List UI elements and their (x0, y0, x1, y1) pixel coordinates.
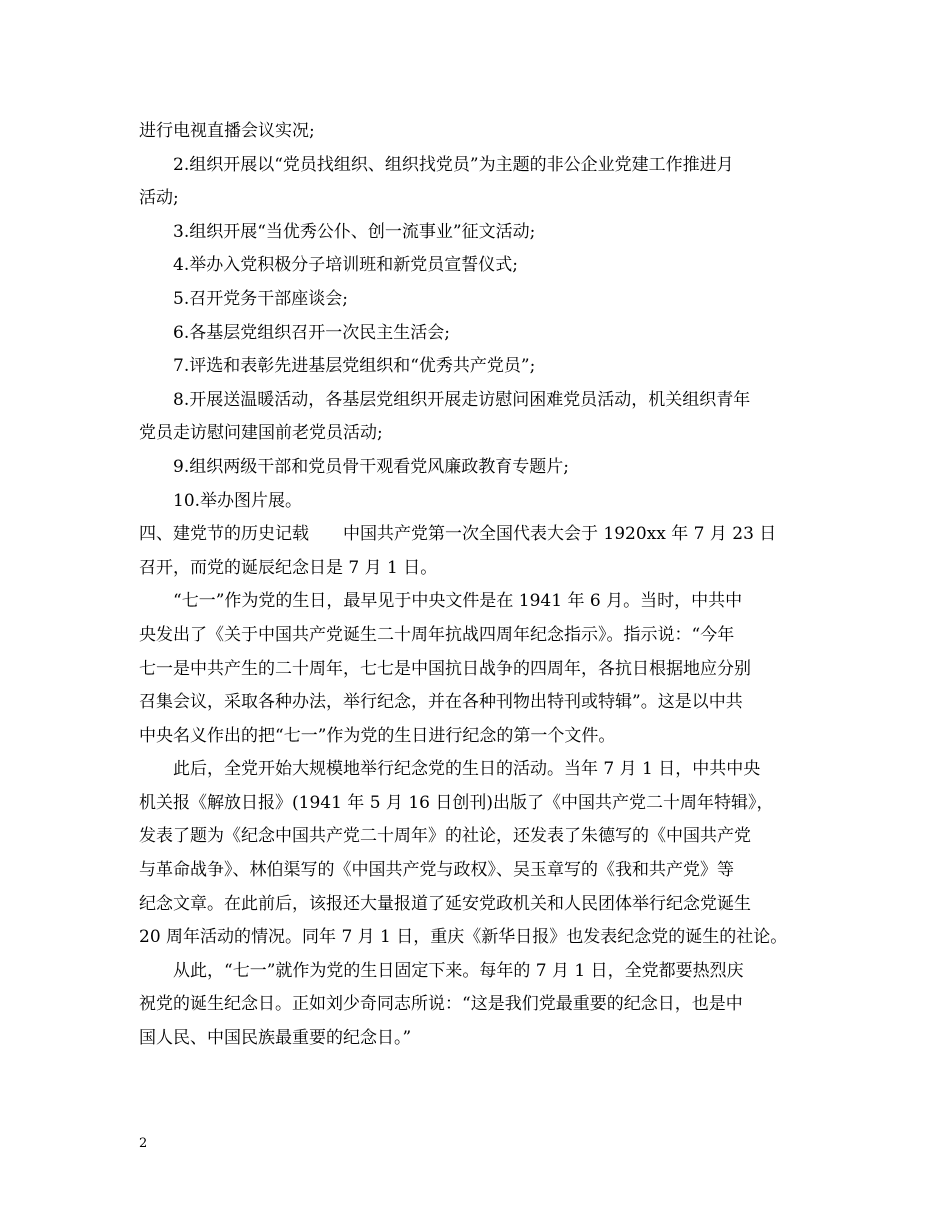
text-line: 3.组织开展“当优秀公仆、创一流事业”征文活动; (173, 221, 536, 242)
text-line: 发表了题为《纪念中国共产党二十周年》的社论，还发表了朱德写的《中国共产党 (139, 826, 751, 847)
text-line: 四、建党节的历史记载 中国共产党第一次全国代表大会于 1920xx 年 7 月 23 日 (139, 524, 777, 545)
text-line: 2.组织开展以“党员找组织、组织找党员”为主题的非公企业党建工作推进月 (173, 154, 734, 175)
text-line: 中央名义作出的把“七一”作为党的生日进行纪念的第一个文件。 (139, 725, 616, 746)
text-line: 活动; (139, 188, 179, 209)
text-line: 祝党的诞生纪念日。正如刘少奇同志所说：“这是我们党最重要的纪念日，也是中 (139, 994, 743, 1015)
text-line: 6.各基层党组织召开一次民主生活会; (173, 322, 450, 343)
text-line: 9.组织两级干部和党员骨干观看党风廉政教育专题片; (173, 456, 569, 477)
text-line: 此后，全党开始大规模地举行纪念党的生日的活动。当年 7 月 1 日，中共中央 (173, 759, 761, 780)
text-line: 召集会议，采取各种办法，举行纪念，并在各种刊物出特刊或特辑”。这是以中共 (139, 692, 743, 713)
text-line: 纪念文章。在此前后，该报还大量报道了延安党政机关和人民团体举行纪念党诞生 (139, 893, 751, 914)
text-line: 召开，而党的诞辰纪念日是 7 月 1 日。 (139, 557, 438, 578)
text-line: 进行电视直播会议实况; (139, 121, 315, 141)
text-line: 7.评选和表彰先进基层党组织和“优秀共产党员”; (173, 356, 536, 377)
text-line: 5.召开党务干部座谈会; (173, 288, 348, 309)
page-number: 2 (139, 1136, 148, 1151)
text-line: 七一是中共产生的二十周年，七七是中国抗日战争的四周年，各抗日根据地应分别 (139, 658, 751, 679)
text-line: “七一”作为党的生日，最早见于中央文件是在 1941 年 6 月。当时，中共中 (173, 591, 743, 612)
text-line: 与革命战争》、林伯渠写的《中国共产党与政权》、吴玉章写的《我和共产党》等 (139, 860, 734, 881)
text-line: 党员走访慰问建国前老党员活动; (139, 423, 383, 444)
document-body (139, 115, 815, 1056)
text-line: 央发出了《关于中国共产党诞生二十周年抗战四周年纪念指示》。指示说：“今年 (139, 624, 735, 645)
text-line: 8.开展送温暖活动，各基层党组织开展走访慰问困难党员活动，机关组织青年 (173, 389, 751, 410)
text-line: 从此，“七一”就作为党的生日固定下来。每年的 7 月 1 日，全党都要热烈庆 (173, 960, 744, 981)
text-line: 20 周年活动的情况。同年 7 月 1 日，重庆《新华日报》也发表纪念党的诞生的社论。 (139, 927, 788, 948)
text-line: 国人民、中国民族最重要的纪念日。” (139, 1028, 412, 1049)
text-line: 机关报《解放日报》(1941 年 5 月 16 日创刊)出版了《中国共产党二十周年特辑》， (139, 792, 774, 813)
text-line: 10.举办图片展。 (173, 490, 303, 511)
text-line: 4.举办入党积极分子培训班和新党员宣誓仪式; (173, 255, 518, 276)
